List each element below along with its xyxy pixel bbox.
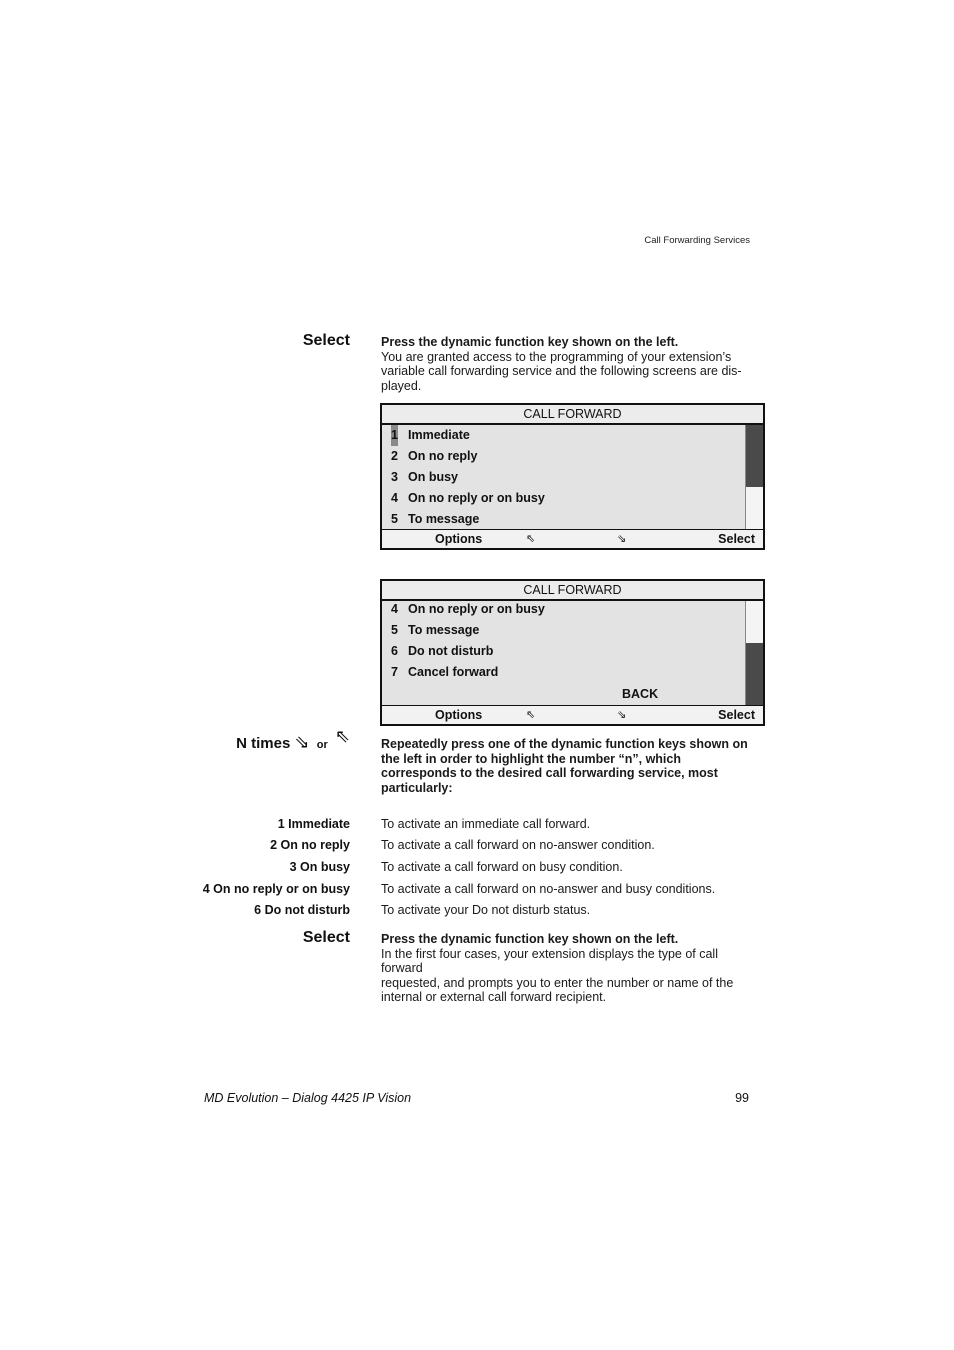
arrow-up-left-icon[interactable]: ⇖	[526, 709, 536, 721]
menu-item-number-highlighted: 1	[391, 425, 398, 446]
option-label-on-busy: 3 On busy	[289, 860, 350, 874]
menu-item-on-busy[interactable]	[391, 467, 458, 488]
menu-item-immediate[interactable]	[391, 425, 470, 446]
step2-line: Repeatedly press one of the dynamic function keys shown on	[381, 737, 748, 751]
menu-item-label: To message	[408, 623, 480, 637]
menu-item-label: On no reply or on busy	[408, 491, 545, 505]
step3-text	[381, 932, 761, 1005]
arrow-up-left-icon[interactable]: ⇖	[526, 533, 536, 545]
menu-item-on-no-reply-or-busy[interactable]	[391, 599, 545, 620]
option-label-do-not-disturb: 6 Do not disturb	[254, 903, 350, 917]
step1-desc-line: variable call forwarding service and the following screens are dis-	[381, 364, 742, 379]
step1-instruction: Press the dynamic function key shown on the left.	[381, 335, 679, 349]
display-title: CALL FORWARD	[382, 581, 763, 601]
menu-item-label: To message	[408, 512, 480, 526]
menu-item-number: 6	[391, 644, 398, 658]
or-text: or	[316, 739, 328, 751]
step2-line: the left in order to highlight the number “n”, which	[381, 751, 681, 766]
scrollbar[interactable]	[745, 425, 763, 529]
select-softkey[interactable]: Select	[718, 532, 755, 546]
menu-item-do-not-disturb[interactable]	[391, 641, 493, 662]
scrollbar-thumb[interactable]	[746, 425, 763, 487]
page-number: 99	[735, 1091, 749, 1105]
phone-display-screen-1	[380, 403, 765, 550]
arrow-down-right-icon[interactable]: ⇘	[617, 709, 627, 721]
option-desc-immediate: To activate an immediate call forward.	[381, 817, 591, 831]
phone-display-screen-2	[380, 579, 765, 726]
menu-item-number: 7	[391, 665, 398, 679]
step1-desc-line: played.	[381, 378, 422, 393]
menu-item-label: On no reply or on busy	[408, 602, 545, 616]
step2-line: corresponds to the desired call forwarding service, most	[381, 766, 718, 781]
menu-item-number: 5	[391, 623, 398, 637]
step1-desc-line: You are granted access to the programming of your extension’s	[381, 349, 732, 364]
option-label-on-no-reply: 2 On no reply	[270, 838, 350, 852]
step-select-label: Select	[302, 929, 350, 946]
menu-item-number: 4	[391, 602, 398, 616]
option-label-on-no-reply-or-busy: 4 On no reply or on busy	[202, 882, 350, 896]
menu-item-label: On busy	[408, 470, 459, 484]
step-n-times-label	[236, 726, 350, 753]
select-softkey[interactable]: Select	[718, 708, 755, 722]
options-softkey[interactable]: Options	[435, 708, 483, 722]
display-title: CALL FORWARD	[382, 405, 763, 425]
menu-item-label: Do not disturb	[408, 644, 494, 658]
softkey-bar	[382, 705, 763, 724]
display-menu-list	[382, 601, 763, 705]
display-menu-list	[382, 425, 763, 529]
running-header: Call Forwarding Services	[644, 235, 750, 246]
footer-title: MD Evolution – Dialog 4425 IP Vision	[204, 1091, 412, 1105]
step3-instruction: Press the dynamic function key shown on the left.	[381, 932, 679, 946]
step2-line: particularly:	[381, 780, 453, 795]
option-label-immediate: 1 Immediate	[277, 817, 350, 831]
menu-item-to-message[interactable]	[391, 509, 479, 530]
options-softkey[interactable]: Options	[435, 532, 483, 546]
menu-item-label: On no reply	[408, 449, 478, 463]
n-times-text: N times	[236, 735, 291, 752]
option-desc-on-no-reply: To activate a call forward on no-answer condition.	[381, 838, 655, 852]
option-desc-do-not-disturb: To activate your Do not disturb status.	[381, 903, 591, 917]
scrollbar[interactable]	[745, 601, 763, 705]
option-desc-on-busy: To activate a call forward on busy condition.	[381, 860, 623, 874]
step3-desc-line: requested, and prompts you to enter the number or name of the	[381, 975, 734, 990]
option-desc-on-no-reply-or-busy: To activate a call forward on no-answer and busy conditions.	[381, 882, 716, 896]
scrollbar-thumb[interactable]	[746, 643, 763, 705]
step3-desc-line: internal or external call forward recipient.	[381, 990, 607, 1005]
step1-text	[381, 335, 761, 393]
menu-item-on-no-reply-or-busy[interactable]	[391, 488, 545, 509]
menu-item-to-message[interactable]	[391, 620, 479, 641]
arrow-up-left-icon: ⇖	[334, 726, 350, 746]
step2-instruction	[381, 737, 761, 795]
menu-item-number: 5	[391, 512, 398, 526]
menu-item-number: 3	[391, 470, 398, 484]
menu-item-label: Cancel forward	[408, 665, 499, 679]
arrow-down-right-icon: ⇘	[294, 732, 310, 752]
step-select-label: Select	[302, 332, 350, 349]
back-item[interactable]: BACK	[622, 687, 659, 701]
menu-item-number: 4	[391, 491, 398, 505]
menu-item-cancel-forward[interactable]	[391, 662, 498, 683]
menu-item-on-no-reply[interactable]	[391, 446, 477, 467]
menu-item-number: 2	[391, 449, 398, 463]
softkey-bar	[382, 529, 763, 548]
arrow-down-right-icon[interactable]: ⇘	[617, 533, 627, 545]
step3-desc-line: In the first four cases, your extension displays the type of call forward	[381, 946, 718, 976]
menu-item-label: Immediate	[408, 428, 470, 442]
